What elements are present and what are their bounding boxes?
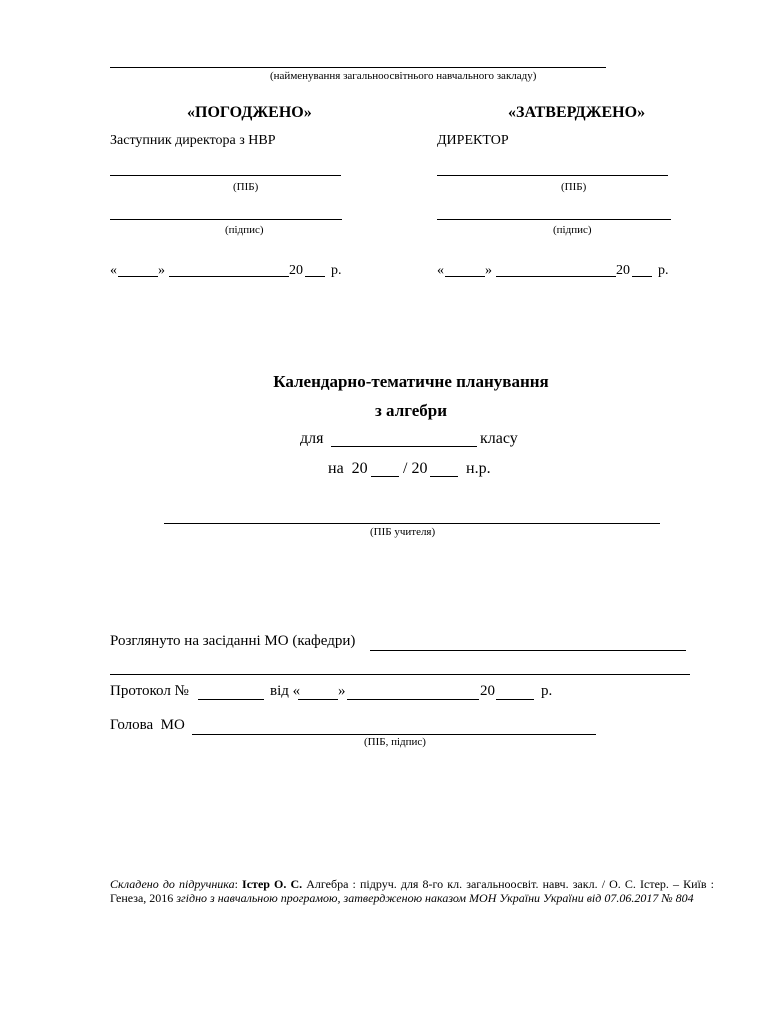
textbook-note [110, 877, 714, 905]
approval-right-date [437, 263, 677, 281]
protocol-year-suffix: р. [541, 683, 553, 699]
head-label: Голова МО [110, 717, 185, 733]
date-year-blank [305, 276, 325, 277]
date-year-suffix: р. [331, 263, 342, 278]
approval-right-name-caption: (ПІБ) [561, 181, 587, 193]
program-note: згідно з навчальною програмою, затвердженою наказом МОН України України від 07.06.2017 № 804 [176, 891, 694, 905]
date-year-suffix: р. [658, 263, 669, 278]
approval-left-signature-line [110, 219, 342, 220]
protocol-from-close: » [338, 683, 346, 699]
protocol-day-blank [298, 699, 338, 700]
class-label: класу [480, 430, 518, 447]
compiled-colon: : [234, 877, 243, 891]
teacher-caption: (ПІБ учителя) [370, 526, 436, 538]
year-prefix: на 20 [328, 460, 368, 477]
approval-left-position: Заступник директора з НВР [110, 133, 276, 148]
date-day-blank [445, 276, 485, 277]
head-caption: (ПІБ, підпис) [364, 736, 426, 748]
head-blank [192, 734, 596, 735]
approval-right-title: «ЗАТВЕРДЖЕНО» [508, 104, 646, 121]
protocol-year-blank [496, 699, 534, 700]
date-open-quote: « [110, 263, 117, 278]
textbook-title: Алгебра : підруч. для 8-го кл. загальноосвіт. навч. закл. / О. С. Істер. – Київ : Генеза, 2016 [110, 877, 714, 905]
approval-left-signature-caption: (підпис) [225, 224, 264, 236]
approval-left-title: «ПОГОДЖЕНО» [187, 104, 312, 121]
date-close-quote: » [158, 263, 165, 278]
date-year-prefix: 20 [616, 263, 630, 278]
date-open-quote: « [437, 263, 444, 278]
date-year-prefix: 20 [289, 263, 303, 278]
considered-label: Розглянуто на засіданні МО (кафедри) [110, 633, 356, 649]
considered-blank-2 [110, 674, 690, 675]
protocol-month-blank [347, 699, 479, 700]
approval-right-name-line [437, 175, 668, 176]
approval-right-signature-line [437, 219, 671, 220]
approval-left-name-line [110, 175, 341, 176]
year-separator: / 20 [403, 460, 428, 477]
for-label: для [300, 430, 324, 447]
approval-left-name-caption: (ПІБ) [233, 181, 259, 193]
plan-subject: з алгебри [374, 401, 448, 420]
considered-blank [370, 650, 686, 651]
plan-title: Календарно-тематичне планування [273, 372, 549, 391]
approval-right-position: ДИРЕКТОР [437, 133, 509, 148]
date-day-blank [118, 276, 158, 277]
institution-line [110, 67, 606, 68]
year-start-blank [371, 476, 399, 477]
protocol-number-blank [198, 699, 264, 700]
protocol-line [110, 683, 570, 705]
compiled-label: Складено до підручника [110, 877, 235, 891]
school-year-line [328, 460, 528, 482]
teacher-line [164, 523, 660, 524]
textbook-author: Істер О. С. [242, 877, 303, 891]
date-close-quote: » [485, 263, 492, 278]
date-year-blank [632, 276, 652, 277]
protocol-from-label: від « [270, 683, 301, 699]
approval-right-signature-caption: (підпис) [553, 224, 592, 236]
date-month-blank [169, 276, 289, 277]
year-end-blank [430, 476, 458, 477]
protocol-year-prefix: 20 [480, 683, 495, 699]
protocol-label: Протокол № [110, 683, 189, 699]
year-suffix: н.р. [466, 460, 491, 477]
approval-left-date [110, 263, 350, 281]
class-line [300, 430, 540, 452]
date-month-blank [496, 276, 616, 277]
class-blank [331, 446, 477, 447]
institution-caption: (найменування загальноосвітнього навчального закладу) [270, 70, 537, 82]
